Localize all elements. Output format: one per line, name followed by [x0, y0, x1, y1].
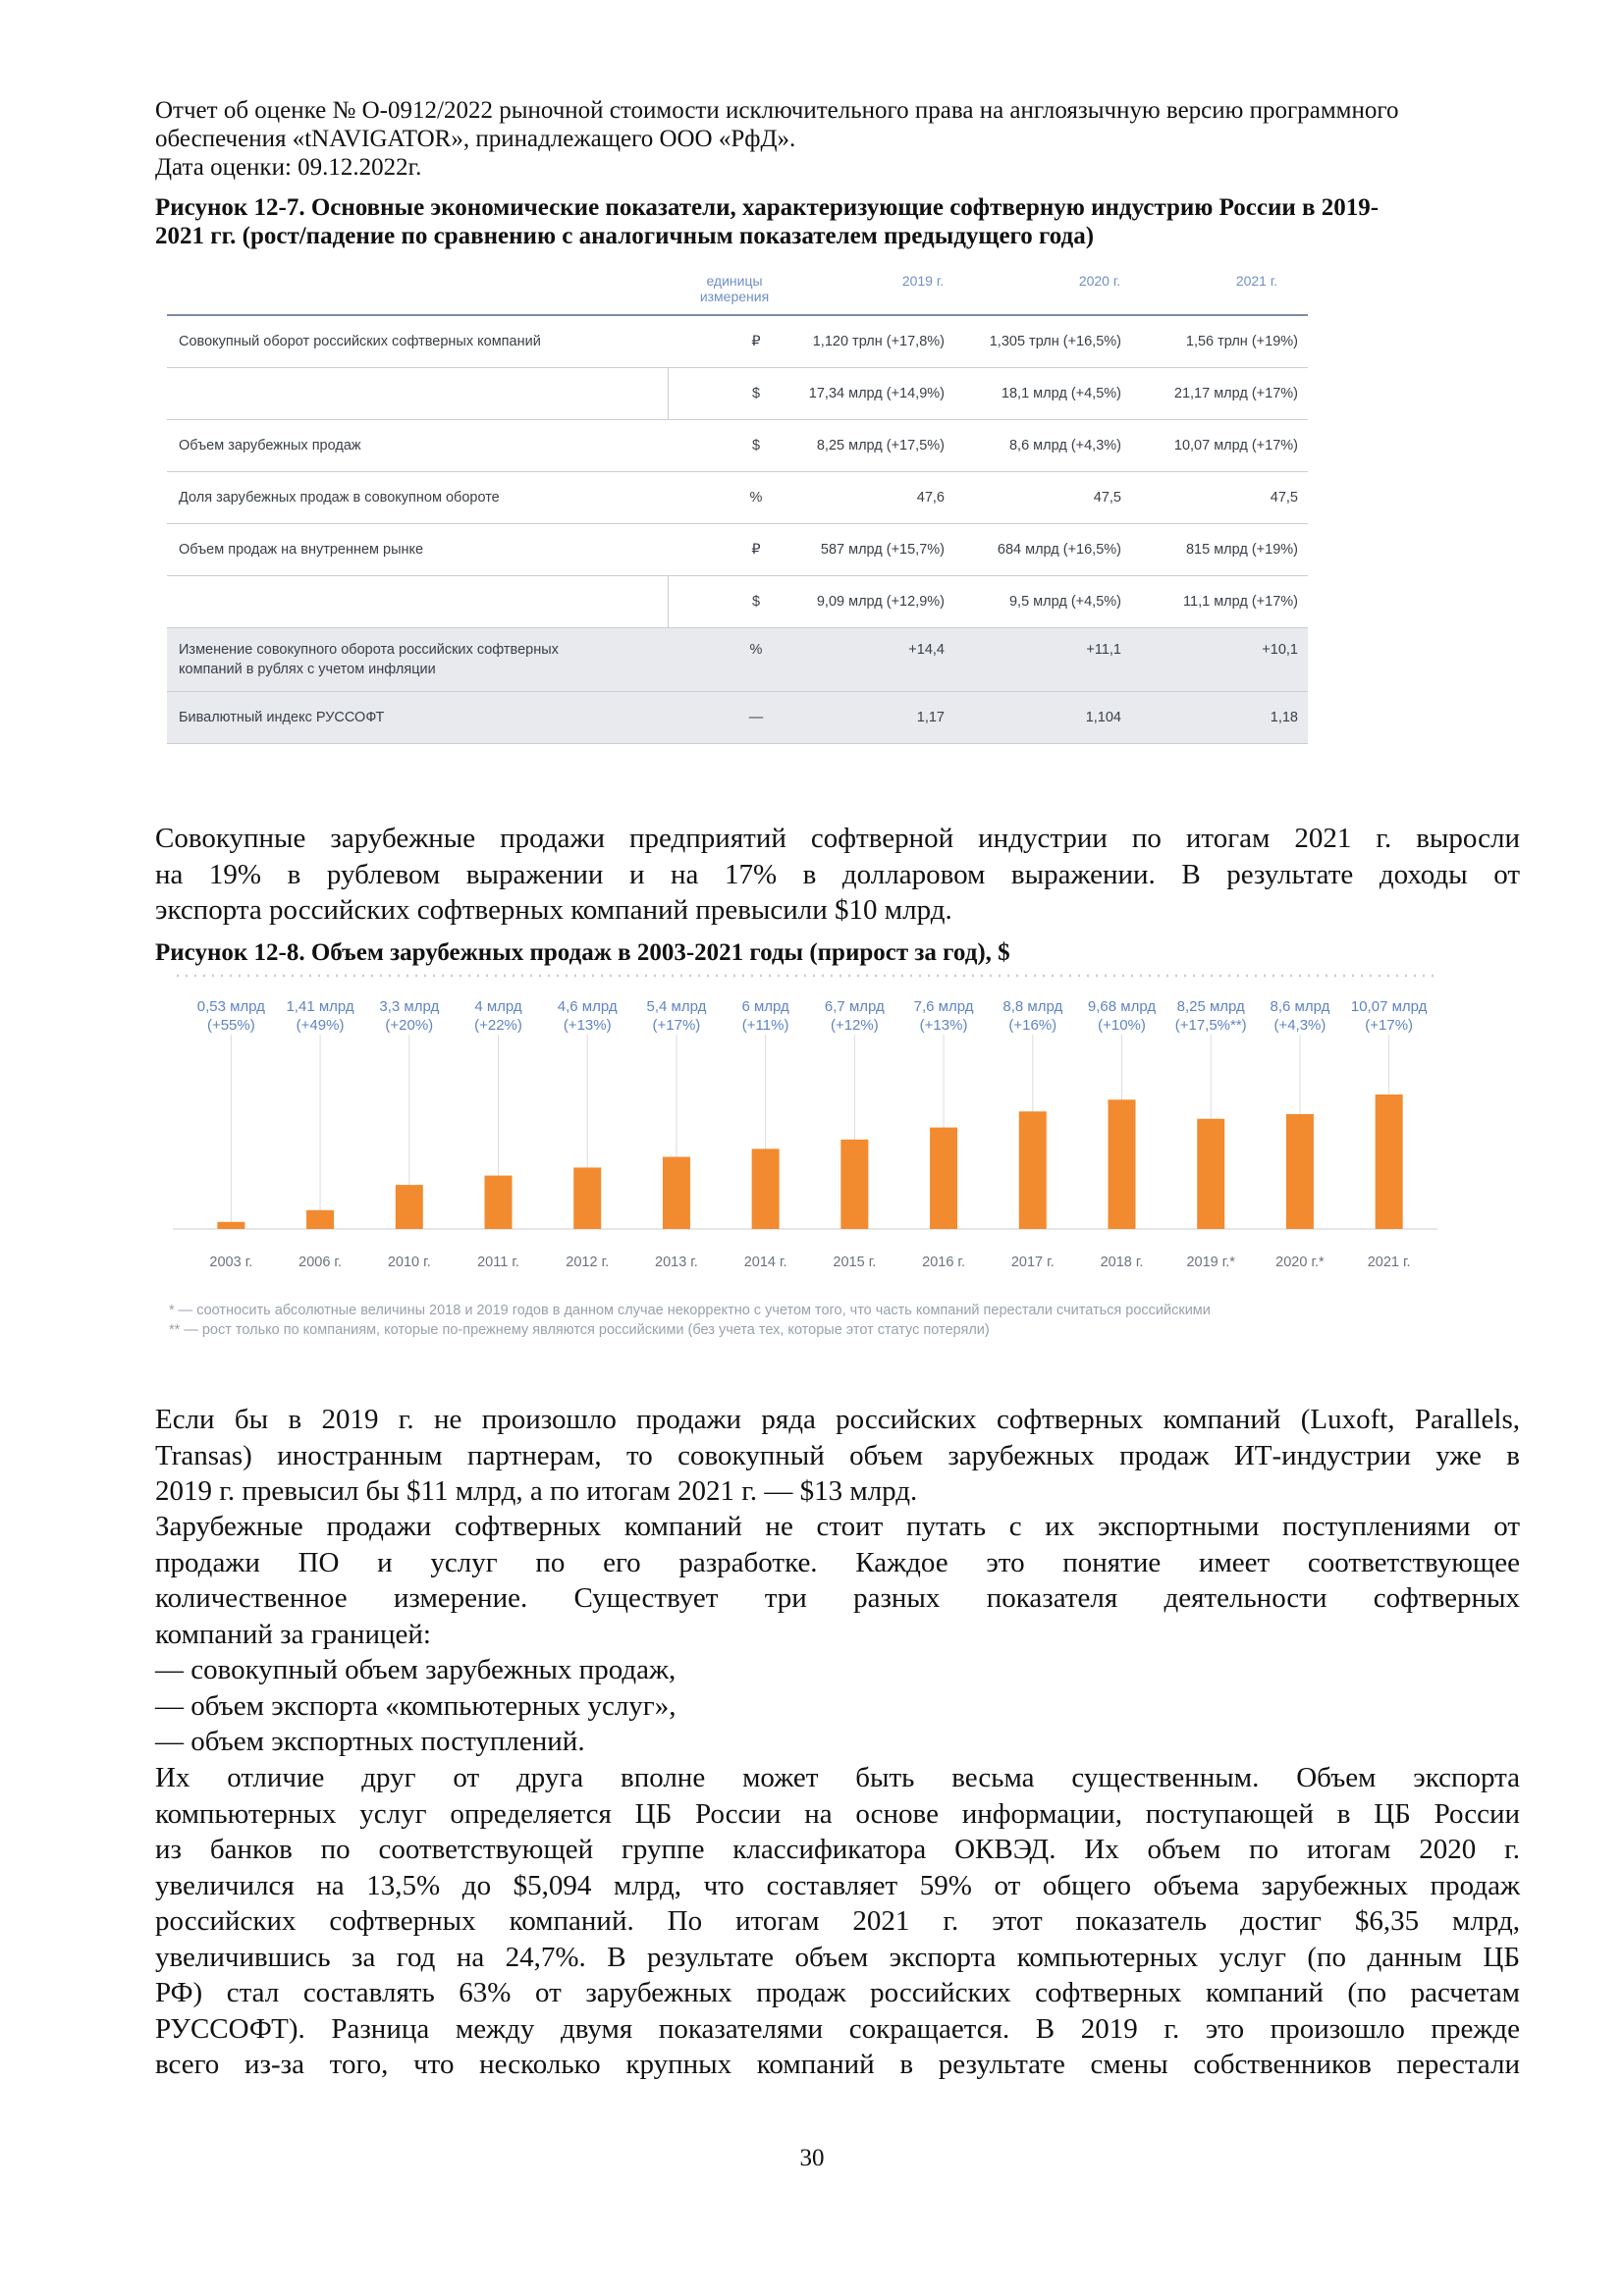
- bar-growth-label: (+13%): [563, 1017, 612, 1034]
- bar-growth-label: (+17%): [1365, 1017, 1414, 1034]
- table-cell-unit: $: [751, 594, 761, 610]
- bar-growth-label: (+10%): [1098, 1017, 1146, 1034]
- table-cell-v2021: 1,18: [1270, 710, 1298, 725]
- table-cell-unit: $: [751, 386, 761, 401]
- bar-value-label: 6,7 млрд: [824, 998, 885, 1015]
- table-subrow-divider: [668, 576, 669, 627]
- bar-value-label: 0,53 млрд: [196, 998, 265, 1015]
- paragraph-3: [155, 1509, 1520, 1652]
- table-cell-v2019: 8,25 млрд (+17,5%): [816, 438, 945, 454]
- paragraph-4-line: из банков по соответствующей группе классификатора ОКВЭД. Их объем по итогам 2020 г.: [155, 1834, 1520, 1865]
- bar-growth-label: (+20%): [385, 1017, 434, 1034]
- paragraph-4-line: Их отличие друг от друга вполне может быть весьма существенным. Объем экспорта: [155, 1762, 1520, 1793]
- table-row: [167, 628, 1308, 692]
- x-tick-label: 2010 г.: [387, 1255, 431, 1270]
- bar: [752, 1148, 780, 1229]
- bar-chart-svg: [167, 972, 1443, 1296]
- figure-12-7-caption-line-1: Рисунок 12-7. Основные экономические показатели, характеризующие софтверную индустрию России в 2019-: [155, 194, 1380, 221]
- table-cell-label: Бивалютный индекс РУССОФТ: [179, 710, 385, 725]
- chart-footnote-1: * — соотносить абсолютные величины 2018 и 2019 годов в данном случае некорректно с учетом того, что часть компаний перестали считаться российскими: [169, 1303, 1211, 1318]
- paragraph-1-line: Совокупные зарубежные продажи предприятий софтверной индустрии по итогам 2021 г. выросли: [155, 823, 1520, 854]
- report-header: [155, 96, 1520, 182]
- paragraph-1: [155, 821, 1520, 929]
- table-body: [167, 316, 1308, 744]
- header-2020: 2020 г.: [1078, 273, 1121, 289]
- paragraph-2-line: 2019 г. превысил бы $11 млрд, а по итогам 2021 г. — $13 млрд.: [155, 1475, 918, 1507]
- bar: [1019, 1111, 1047, 1229]
- table-cell-v2020: +11,1: [1086, 642, 1121, 658]
- table-cell-unit: —: [748, 710, 764, 725]
- bar: [1376, 1095, 1403, 1229]
- header-2019: 2019 г.: [901, 273, 945, 289]
- table-cell-v2019: 9,09 млрд (+12,9%): [816, 594, 945, 610]
- header-unit: единицы измерения: [699, 273, 770, 304]
- bar-value-label: 8,8 млрд: [1002, 998, 1063, 1015]
- list-item: — объем экспорта «компьютерных услуг»,: [155, 1689, 677, 1722]
- bar-value-label: 9,68 млрд: [1087, 998, 1157, 1015]
- x-tick-label: 2006 г.: [298, 1255, 342, 1270]
- table-cell-v2020: 684 млрд (+16,5%): [997, 542, 1121, 558]
- bar-value-label: 8,6 млрд: [1270, 998, 1330, 1015]
- bar-growth-label: (+4,3%): [1273, 1017, 1326, 1034]
- table-cell-v2021: 1,56 трлн (+19%): [1185, 334, 1298, 349]
- table-header: [167, 263, 1308, 316]
- paragraph-4: [155, 1760, 1520, 2083]
- paragraph-4-line: российских софтверных компаний. По итогам 2021 г. этот показатель достиг $6,35 млрд,: [155, 1905, 1520, 1937]
- figure-12-7-caption: [155, 193, 1520, 250]
- x-tick-label: 2017 г.: [1010, 1255, 1055, 1270]
- table-cell-v2020: 1,104: [1085, 710, 1121, 725]
- bar-growth-label: (+17%): [652, 1017, 701, 1034]
- table-row: [167, 524, 1308, 576]
- paragraph-3-line: Зарубежные продажи софтверных компаний не стоит путать с их экспортными поступлениями от: [155, 1511, 1520, 1542]
- table-cell-unit: ₽: [751, 542, 761, 558]
- bar-value-label: 7,6 млрд: [913, 998, 974, 1015]
- paragraph-4-line: увеличился на 13,5% до $5,094 млрд, что составляет 59% от общего объема зарубежных продаж: [155, 1869, 1520, 1901]
- header-line-2: обеспечения «tNAVIGATOR», принадлежащего ООО «РфД».: [155, 126, 796, 152]
- x-tick-label: 2012 г.: [566, 1255, 610, 1270]
- table-cell-v2021: +10,1: [1262, 642, 1298, 658]
- bar-growth-label: (+49%): [296, 1017, 345, 1034]
- table-cell-label: Объем зарубежных продаж: [179, 438, 361, 454]
- table-cell-v2019: 1,120 трлн (+17,8%): [812, 334, 945, 349]
- table-cell-unit: $: [751, 438, 761, 454]
- paragraph-4-line: РУССОФТ). Разница между двумя показателями сокращается. В 2019 г. это произошло прежде: [155, 2012, 1520, 2045]
- bar: [396, 1185, 423, 1229]
- table-cell-v2021: 815 млрд (+19%): [1185, 542, 1298, 558]
- bar-value-label: 6 млрд: [741, 998, 789, 1015]
- bar: [1286, 1114, 1314, 1229]
- x-tick-label: 2018 г.: [1100, 1255, 1144, 1270]
- table-cell-v2020: 9,5 млрд (+4,5%): [1008, 594, 1121, 610]
- bar-value-label: 3,3 млрд: [379, 998, 440, 1015]
- table-cell-v2021: 11,1 млрд (+17%): [1183, 594, 1298, 610]
- paragraph-3-line: количественное измерение. Существует три разных показателя деятельности софтверных: [155, 1582, 1520, 1614]
- bar-growth-label: (+17,5%**): [1174, 1017, 1247, 1034]
- table-row: [167, 368, 1308, 420]
- table-row: [167, 692, 1308, 744]
- paragraph-4-line: компьютерных услуг определяется ЦБ России на основе информации, поступающей в ЦБ России: [155, 1797, 1520, 1830]
- bar-growth-label: (+11%): [741, 1017, 789, 1034]
- table-row: [167, 316, 1308, 368]
- table-cell-v2020: 47,5: [1093, 490, 1121, 506]
- table-cell-v2020: 8,6 млрд (+4,3%): [1008, 438, 1121, 454]
- paragraph-1-line: на 19% в рублевом выражении и на 17% в долларовом выражении. В результате доходы от: [155, 858, 1520, 890]
- table-cell-label: Доля зарубежных продаж в совокупном обороте: [179, 490, 500, 506]
- paragraph-4-line: РФ) стал составлять 63% от зарубежных продаж российских софтверных компаний (по расчетам: [155, 1977, 1520, 2008]
- table-cell-v2019: 47,6: [916, 490, 945, 506]
- bar-growth-label: (+13%): [919, 1017, 968, 1034]
- table-cell-v2020: 1,305 трлн (+16,5%): [989, 334, 1121, 349]
- paragraph-3-line: продажи ПО и услуг по его разработке. Каждое это понятие имеет соответствующее: [155, 1546, 1520, 1578]
- table-row: [167, 472, 1308, 524]
- table-cell-v2021: 10,07 млрд (+17%): [1173, 438, 1298, 454]
- paragraph-3-line: компаний за границей:: [155, 1618, 431, 1650]
- x-tick-label: 2011 г.: [477, 1255, 519, 1270]
- bar-value-label: 1,41 млрд: [286, 998, 354, 1015]
- table-cell-v2021: 47,5: [1270, 490, 1298, 506]
- chart-footnote-2: ** — рост только по компаниям, которые по-прежнему являются российскими (без учета тех, которые этот статус потеряли): [169, 1322, 990, 1338]
- economic-indicators-table: [167, 263, 1308, 744]
- chart-footnotes: [169, 1301, 1211, 1340]
- bar-growth-label: (+16%): [1008, 1017, 1057, 1034]
- bar: [217, 1222, 244, 1229]
- bar: [930, 1128, 957, 1229]
- table-cell-label: Изменение совокупного оборота российских софтверных компаний в рублях с учетом инфляции: [179, 642, 559, 677]
- bar: [1109, 1099, 1136, 1229]
- bar: [1197, 1119, 1224, 1229]
- table-row: [167, 576, 1308, 628]
- table-cell-v2020: 18,1 млрд (+4,5%): [1001, 386, 1121, 401]
- paragraph-2: [155, 1402, 1520, 1510]
- paragraph-4-line: всего из-за того, что несколько крупных компаний в результате смены собственников перестали: [155, 2049, 1520, 2080]
- dash-list: [155, 1652, 1520, 1760]
- x-tick-label: 2020 г.*: [1275, 1255, 1325, 1270]
- bar-value-label: 10,07 млрд: [1350, 998, 1428, 1015]
- table-cell-label: Совокупный оборот российских софтверных компаний: [179, 334, 541, 349]
- list-item: — совокупный объем зарубежных продаж,: [155, 1654, 677, 1685]
- list-item: — объем экспортных поступлений.: [155, 1726, 585, 1757]
- table-cell-v2019: 17,34 млрд (+14,9%): [808, 386, 945, 401]
- bar: [485, 1176, 513, 1229]
- x-tick-label: 2021 г.: [1367, 1255, 1411, 1270]
- x-tick-label: 2014 г.: [743, 1255, 787, 1270]
- x-tick-label: 2016 г.: [922, 1255, 965, 1270]
- table-cell-v2019: 587 млрд (+15,7%): [820, 542, 945, 558]
- table-cell-v2021: 21,17 млрд (+17%): [1173, 386, 1298, 401]
- table-cell-v2019: +14,4: [908, 642, 945, 658]
- header-2021: 2021 г.: [1235, 273, 1278, 289]
- x-tick-label: 2013 г.: [655, 1255, 698, 1270]
- bar-growth-label: (+22%): [474, 1017, 522, 1034]
- paragraph-2-line: Если бы в 2019 г. не произошло продажи ряда российских софтверных компаний (Luxoft, Parallels,: [155, 1404, 1520, 1435]
- foreign-sales-chart: [167, 972, 1443, 1345]
- table-cell-v2019: 1,17: [916, 710, 945, 725]
- bar-value-label: 8,25 млрд: [1176, 998, 1245, 1015]
- figure-12-7-caption-line-2: 2021 гг. (рост/падение по сравнению с аналогичным показателем предыдущего года): [155, 223, 1095, 249]
- bar-value-label: 5,4 млрд: [646, 998, 707, 1015]
- bar: [840, 1140, 868, 1229]
- table-cell-unit: ₽: [751, 334, 761, 349]
- x-tick-label: 2015 г.: [833, 1255, 877, 1270]
- bar: [306, 1210, 334, 1229]
- bar-value-label: 4,6 млрд: [557, 998, 618, 1015]
- bar: [663, 1157, 690, 1229]
- bar-growth-label: (+55%): [206, 1017, 255, 1034]
- x-tick-label: 2003 г.: [209, 1255, 253, 1270]
- bar-growth-label: (+12%): [830, 1017, 879, 1034]
- header-line-3: Дата оценки: 09.12.2022г.: [155, 154, 422, 181]
- paragraph-2-line: Transas) иностранным партнерам, то совокупный объем зарубежных продаж ИТ-индустрии уже в: [155, 1439, 1520, 1471]
- figure-12-8-caption: Рисунок 12-8. Объем зарубежных продаж в 2003-2021 годы (прирост за год), $: [155, 939, 1010, 966]
- page-number: 30: [799, 2145, 825, 2171]
- table-cell-unit: %: [749, 642, 763, 658]
- table-cell-label: Объем продаж на внутреннем рынке: [179, 542, 424, 558]
- paragraph-4-line: увеличившись за год на 24,7%. В результате объем экспорта компьютерных услуг (по данным ЦБ: [155, 1941, 1520, 1973]
- x-tick-label: 2019 г.*: [1186, 1255, 1235, 1270]
- table-row: [167, 420, 1308, 472]
- table-cell-unit: %: [749, 490, 763, 506]
- bar-value-label: 4 млрд: [474, 998, 522, 1015]
- header-line-1: Отчет об оценке № О-0912/2022 рыночной стоимости исключительного права на англоязычную версию программного: [155, 97, 1399, 124]
- paragraph-1-line: экспорта российских софтверных компаний превысили $10 млрд.: [155, 894, 952, 926]
- table-subrow-divider: [668, 368, 669, 419]
- bar: [573, 1167, 601, 1229]
